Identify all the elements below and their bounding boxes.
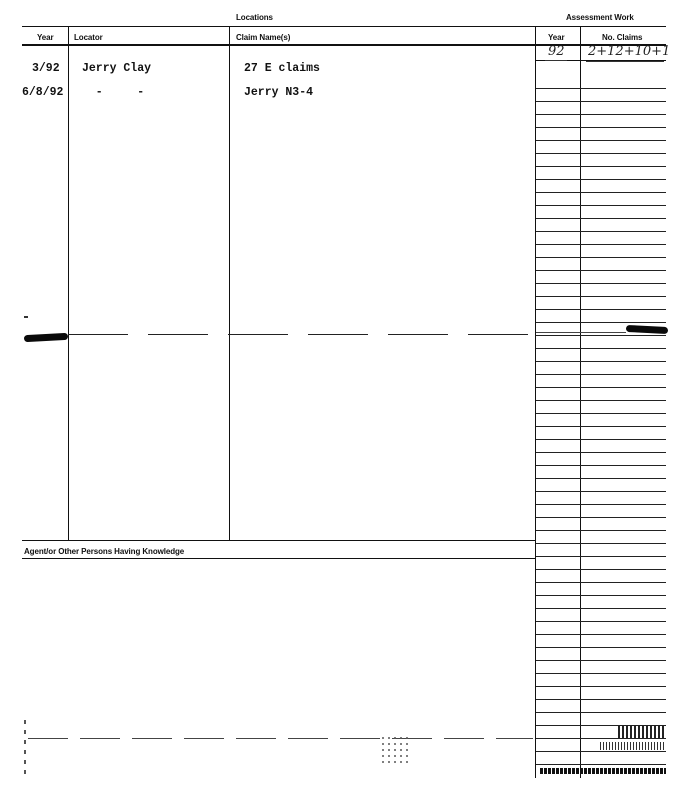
assessment-work-header: Assessment Work [566,13,634,22]
entry-year: 6/8/92 [22,86,64,99]
entry-year: 3/92 [32,62,60,75]
top-rule [22,26,666,27]
entry-locator: Jerry Clay [82,62,152,75]
handwritten-underline [545,60,567,61]
entry-locator: - - [82,86,145,99]
claims-divider [229,26,230,540]
entry-claims: 27 E claims [244,62,320,75]
scan-noise [24,720,26,775]
fold-line [536,332,626,333]
fold-line [68,334,538,335]
scan-noise [600,742,666,750]
agent-rule [22,558,536,559]
handwritten-underline [586,61,664,62]
scan-noise [540,768,666,774]
scan-noise [618,726,666,738]
locations-header: Locations [236,13,273,22]
bottom-fold-line [28,738,533,739]
handwritten-year: 92 [548,44,565,59]
scan-noise [24,316,28,318]
marker-mark-left [24,333,68,342]
locations-bottom-rule [22,540,536,541]
handwritten-claims: 2+12+10+1 [588,44,671,59]
agent-label: Agent/or Other Persons Having Knowledge [24,547,185,556]
entry-claims: Jerry N3-4 [244,86,314,99]
claim-names-column-header: Claim Name(s) [236,33,291,42]
assessment-ruled-lines [536,76,666,776]
year-column-header: Year [37,33,54,42]
no-claims-column-header: No. Claims [602,33,643,42]
locator-column-header: Locator [74,33,103,42]
aw-year-column-header: Year [548,33,565,42]
locator-divider [68,26,69,540]
scan-noise [380,735,410,765]
header-rule [22,44,666,46]
